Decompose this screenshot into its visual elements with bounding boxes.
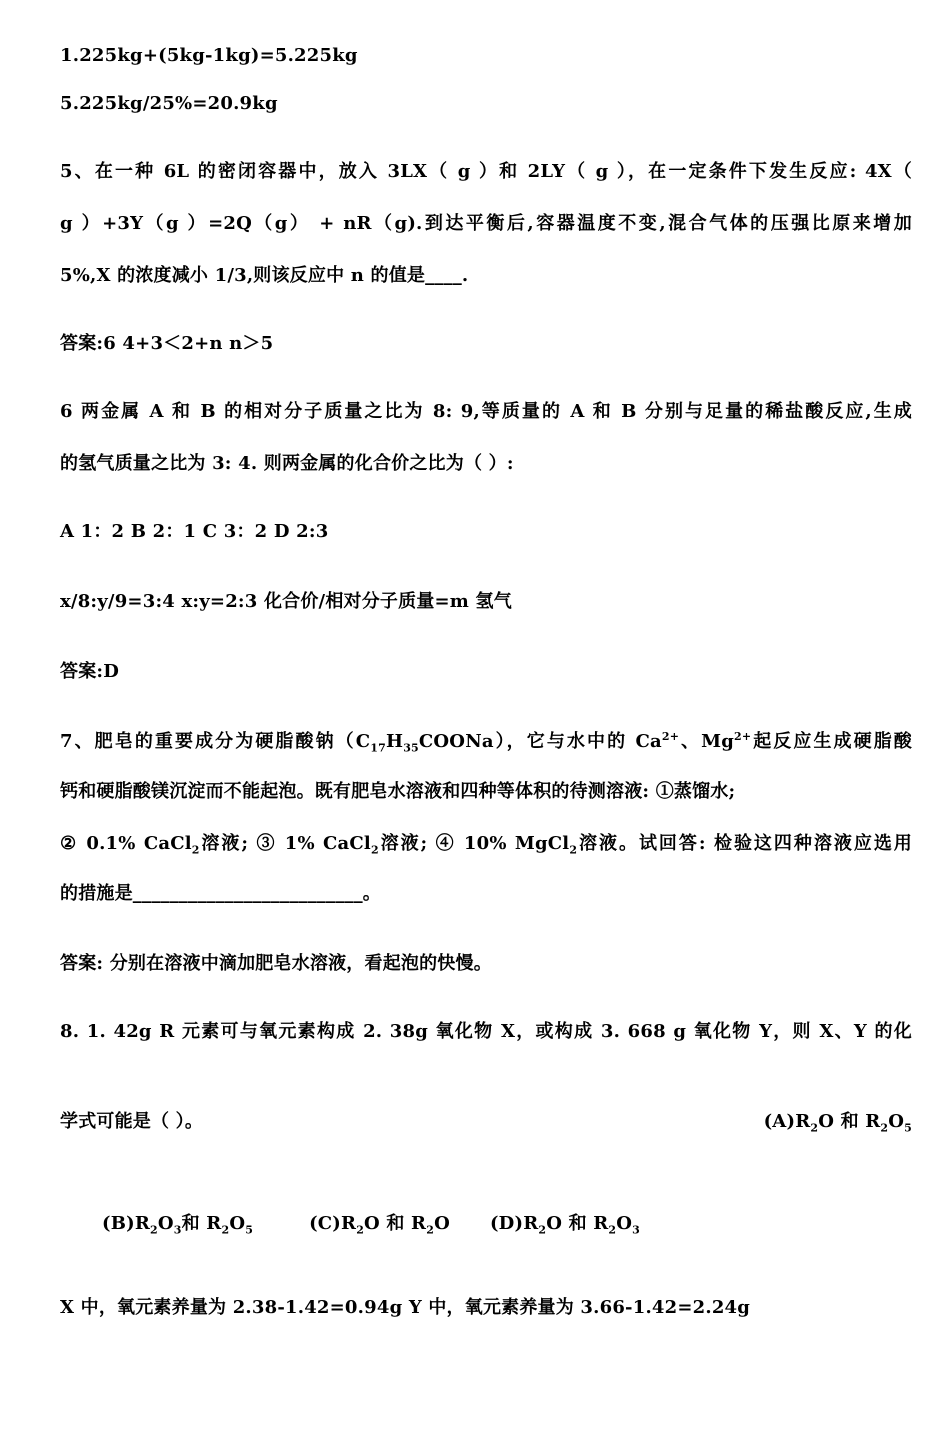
- question-8-option-a: [60, 1110, 912, 1134]
- q7-text: ② 0.1% CaCl: [60, 833, 192, 854]
- subscript: 2: [880, 1121, 889, 1135]
- question-6-working: x/8:y/9=3:4 x:y=2:3 化合价/相对分子质量=m 氢气: [60, 591, 512, 612]
- option-b: (B)R: [102, 1213, 151, 1234]
- subscript: 3: [632, 1223, 641, 1237]
- question-7-line-4: 的措施是_________________________。: [60, 883, 381, 904]
- option-text: (A)R: [763, 1111, 811, 1132]
- question-6-line-1: 6 两金属 A 和 B 的相对分子质量之比为 8: 9,等质量的 A 和 B 分别与足量的稀盐酸反应,生成: [60, 401, 912, 422]
- subscript: 3: [173, 1223, 182, 1237]
- subscript: 2: [810, 1121, 819, 1135]
- question-5-line-2: g ）+3Y（g ）=2Q（g） + nR（g).到达平衡后,容器温度不变,混合气体的压强比原来增加: [60, 213, 912, 234]
- answer-5: 答案:6 4+3＜2+n n＞5: [60, 333, 274, 354]
- calc-line-2: 5.225kg/25%=20.9kg: [60, 93, 278, 114]
- question-8-options-bcd: [102, 1212, 950, 1236]
- subscript: 2: [426, 1223, 435, 1237]
- answer-7: 答案: 分别在溶液中滴加肥皂水溶液，看起泡的快慢。: [60, 953, 492, 974]
- question-8-line-2: 学式可能是（ ）。: [60, 1111, 204, 1132]
- q7-text-c: COONa），它与水中的 Ca: [418, 731, 662, 752]
- subscript: 2: [569, 843, 578, 857]
- question-7-line-1: [60, 730, 912, 754]
- subscript: 2: [538, 1223, 547, 1237]
- subscript: 35: [403, 741, 419, 755]
- subscript: 17: [370, 741, 386, 755]
- q7-text-b: H: [385, 731, 404, 752]
- q7-text: 溶液。试回答: 检验这四种溶液应选用: [577, 833, 913, 854]
- question-6-options: A 1：2 B 2：1 C 3：2 D 2:3: [60, 521, 329, 542]
- superscript: 2+: [661, 730, 680, 743]
- option-text: 和 R: [181, 1213, 222, 1234]
- q7-text-a: 7、肥皂的重要成分为硬脂酸钠（C: [60, 731, 371, 752]
- option-text: O: [157, 1213, 174, 1234]
- option-text: O 和 R: [818, 1111, 881, 1132]
- question-7-line-3: [60, 832, 912, 856]
- question-6-line-2: 的氢气质量之比为 3: 4. 则两金属的化合价之比为（ ）:: [60, 453, 514, 474]
- option-text: O: [229, 1213, 246, 1234]
- subscript: 2: [150, 1223, 158, 1237]
- q7-text: 溶液; ③ 1% CaCl: [199, 833, 371, 854]
- option-text: O 和 R: [546, 1213, 609, 1234]
- question-8-line-1: 8. 1. 42g R 元素可与氧元素构成 2. 38g 氧化物 X，或构成 3. 668 g 氧化物 Y，则 X、Y 的化: [60, 1021, 912, 1042]
- subscript: 2: [221, 1223, 230, 1237]
- question-8-working: X 中，氧元素养量为 2.38-1.42=0.94g Y 中，氧元素养量为 3.66-1.42=2.24g: [60, 1297, 751, 1318]
- question-5-line-1: 5、在一种 6L 的密闭容器中，放入 3LX（ g ）和 2LY（ g ），在一定条件下发生反应: 4X（: [60, 161, 912, 182]
- option-text: O: [616, 1213, 633, 1234]
- subscript: 5: [245, 1223, 254, 1237]
- q7-text-d: 、Mg: [679, 731, 735, 752]
- superscript: 2+: [734, 730, 752, 743]
- q7-text: 溶液; ④ 10% MgCl: [378, 833, 570, 854]
- option-text: O: [888, 1111, 905, 1132]
- q7-text-e: 起反应生成硬脂酸: [751, 731, 912, 752]
- subscript: 2: [356, 1223, 365, 1237]
- option-d: (D)R: [489, 1213, 539, 1234]
- question-5-line-3: 5%,X 的浓度减小 1/3,则该反应中 n 的值是____.: [60, 265, 469, 286]
- answer-6: 答案:D: [60, 661, 120, 682]
- subscript: 5: [904, 1121, 912, 1135]
- subscript: 2: [191, 843, 200, 857]
- subscript: 2: [608, 1223, 617, 1237]
- subscript: 2: [370, 843, 379, 857]
- question-7-line-2: 钙和硬脂酸镁沉淀而不能起泡。既有肥皂水溶液和四种等体积的待测溶液: ①蒸馏水;: [60, 781, 736, 802]
- option-text: O: [434, 1213, 450, 1234]
- option-c: (C)R: [309, 1213, 357, 1234]
- option-text: O 和 R: [364, 1213, 427, 1234]
- calc-line-1: 1.225kg+(5kg-1kg)=5.225kg: [60, 45, 358, 66]
